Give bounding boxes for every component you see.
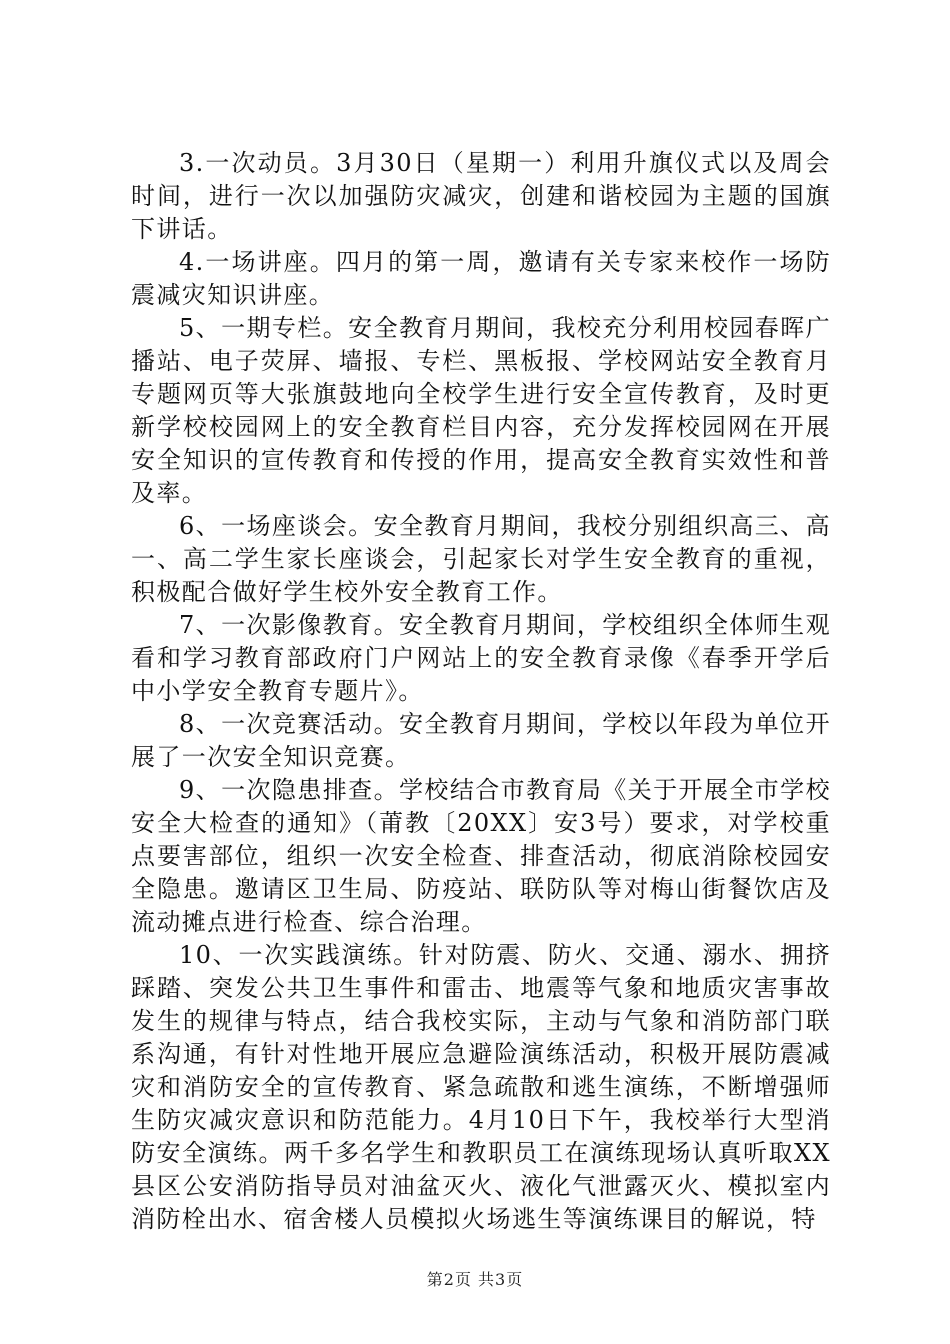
paragraph-drill: 10、一次实践演练。针对防震、防火、交通、溺水、拥挤踩踏、突发公共卫生事件和雷击、地震等气象和地质灾害事故发生的规律与特点，结合我校实际，主动与气象和消防部门联系沟通，有针对性地开展应急避险演练活动，积极开展防震减灾和消防安全的宣传教育、紧急疏散和逃生演练，不断增强师生防灾减灾意识和防范能力。4月10日下午，我校举行大型消防安全演练。两千多名学生和教职员工在演练现场认真听取XX县区公安消防指导员对油盆灭火、液化气泄露灭火、模拟室内消防栓出水、宿舍楼人员模拟火场逃生等演练课目的解说，特 (131, 941, 831, 1233)
paragraph-column: 5、一期专栏。安全教育月期间，我校充分利用校园春晖广播站、电子荧屏、墙报、专栏、黑板报、学校网站安全教育月专题网页等大张旗鼓地向全校学生进行安全宣传教育，及时更新学校校园网上的安全教育栏目内容，充分发挥校园网在开展安全知识的宣传教育和传授的作用，提高安全教育实效性和普及率。 (131, 314, 831, 507)
paragraph-forum: 6、一场座谈会。安全教育月期间，我校分别组织高三、高一、高二学生家长座谈会，引起家长对学生安全教育的重视，积极配合做好学生校外安全教育工作。 (131, 512, 831, 606)
paragraph-lecture: 4.一场讲座。四月的第一周，邀请有关专家来校作一场防震减灾知识讲座。 (131, 248, 831, 309)
paragraph-hazard-check: 9、一次隐患排查。学校结合市教育局《关于开展全市学校安全大检查的通知》（莆教〔20XX〕安3号）要求，对学校重点要害部位，组织一次安全检查、排查活动，彻底消除校园安全隐患。邀请区卫生局、防疫站、联防队等对梅山街餐饮店及流动摊点进行检查、综合治理。 (131, 776, 831, 936)
paragraph-competition: 8、一次竞赛活动。安全教育月期间，学校以年段为单位开展了一次安全知识竞赛。 (131, 710, 831, 771)
document-body (131, 147, 831, 1236)
page-number-footer: 第2页 共3页 (426, 1270, 524, 1289)
paragraph-video-education: 7、一次影像教育。安全教育月期间，学校组织全体师生观看和学习教育部政府门户网站上的安全教育录像《春季开学后中小学安全教育专题片》。 (131, 611, 831, 705)
paragraph-mobilization: 3.一次动员。3月30日（星期一）利用升旗仪式以及周会时间，进行一次以加强防灾减灾，创建和谐校园为主题的国旗下讲话。 (131, 149, 831, 243)
